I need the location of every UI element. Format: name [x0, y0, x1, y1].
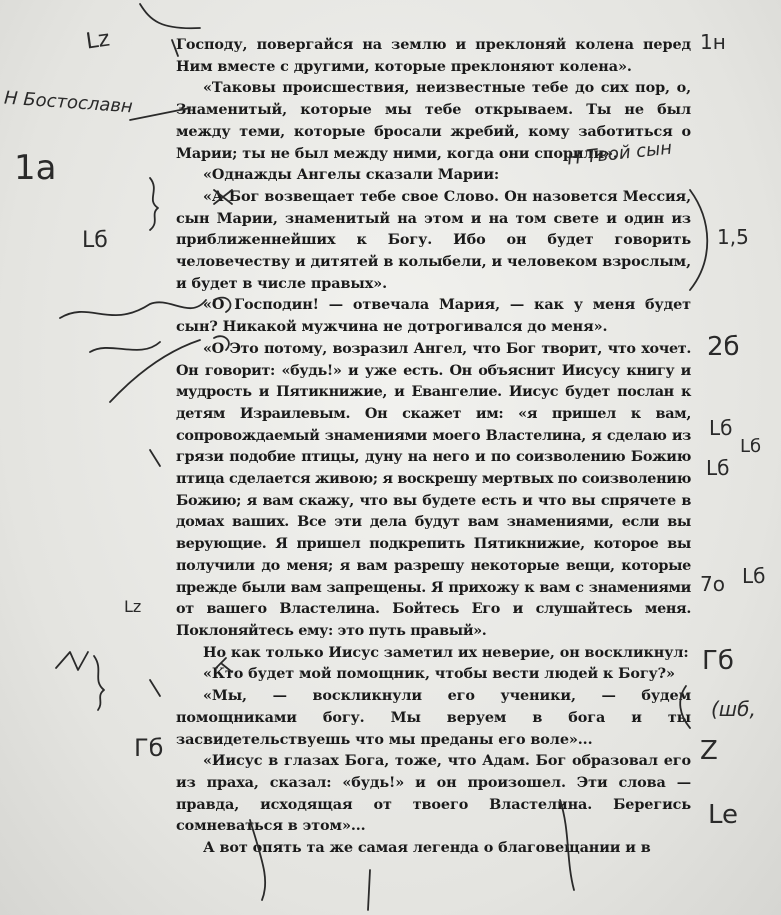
- scribble: [140, 4, 200, 28]
- margin-note: Lz: [84, 26, 112, 55]
- paragraph: А вот опять та же самая легенда о благовещании и в: [203, 839, 651, 857]
- paragraph: «Мы, — воскликнули его ученики, — будем помощниками богу. Мы веруем в бога и ты засвидетельствуешь что мы преданы его воле»...: [176, 687, 691, 748]
- margin-note: Н Твой сын: [566, 137, 673, 170]
- margin-note: Lz: [124, 597, 142, 616]
- scribble: [690, 190, 707, 290]
- scribble: [56, 652, 88, 670]
- margin-note: 1a: [14, 148, 57, 188]
- margin-note: Lб: [742, 564, 766, 588]
- paragraph: Господу, повергайся на землю и преклоняй колена перед Ним вместе с другими, которые преклоняют колена».: [176, 36, 691, 75]
- paragraph: «О Это потому, возразил Ангел, что Бог творит, что хочет. Он говорит: «будь!» и уже есть. Он объяснит Иисусу книгу и мудрость и Пятикнижие, и Евангелие. Иисус будет послан к детям Израилевым. Он скажет им: «я пришел к вам, сопровождаемый знамениями моего Властелина, я сделаю из грязи подобие птицы, дуну на него и по соизволению Божию птица сделается живою; я воскрешу мертвых по соизволению Божию; я вам скажу, что вы будете есть и что вы спрячете в домах ваших. Все эти дела будут вам знамениями, если вы верующие. Я пришел подкрепить Пятикнижие, которое вы получили до меня; я вам разрешу некоторые вещи, которые прежде были вам запрещены. Я прихожу к вам с знамениями от вашего Властелина. Бойтесь Его и слушайтесь меня. Поклоняйтесь ему: это путь правый».: [176, 339, 691, 639]
- paragraph: Но как только Иисус заметил их неверие, он воскликнул:: [203, 643, 689, 661]
- paragraph: «Однажды Ангелы сказали Марии:: [203, 166, 500, 184]
- scribble: [368, 870, 370, 910]
- margin-note: 2б: [707, 332, 740, 362]
- margin-note: Lб: [740, 436, 762, 457]
- margin-note: 7o: [700, 572, 725, 596]
- paragraph: «Иисус в глазах Бога, тоже, что Адам. Бог образовал его из праха, сказал: «будь!» и он произошел. Эти слова — правда, исходящая от твоего Властелина. Берегись сомневаться в этом»...: [176, 752, 691, 835]
- scribble: [150, 680, 160, 696]
- margin-note: Гб: [134, 734, 164, 762]
- paragraph: «Кто будет мой помощник, чтобы вести людей к Богу?»: [203, 665, 675, 683]
- paragraph: «Таковы происшествия, неизвестные тебе до сих пор, о, Знаменитый, которые мы тебе открываем. Ты не был между теми, которые бросали жребий, кому заботиться о Марии; ты не был между ними, когда они спорили».: [176, 79, 691, 162]
- margin-note: Z: [700, 736, 718, 766]
- margin-note: Lб: [709, 416, 733, 440]
- margin-note: Lб: [82, 228, 108, 253]
- scribble: [150, 450, 160, 466]
- scribble: [150, 178, 158, 230]
- margin-note: Le: [708, 800, 739, 830]
- scribble: [90, 342, 160, 352]
- margin-note: (шб,: [711, 697, 756, 721]
- margin-note: Гб: [702, 646, 734, 676]
- scribble: [94, 656, 104, 710]
- margin-note: 1н: [700, 30, 726, 54]
- paragraph: «О Господин! — отвечала Мария, — как у меня будет сын? Никакой мужчина не дотрогивался до меня».: [176, 296, 691, 336]
- margin-note: Н Бостославн: [3, 87, 134, 118]
- margin-note: 1,5: [717, 225, 749, 249]
- margin-note: Lб: [706, 456, 730, 480]
- paragraph: «А Бог возвещает тебе свое Слово. Он назовется Мессия, сын Марии, знаменитый на этом и на том свете и один из приближеннейших к Богу. Ибо он будет говорить человечеству и дитятей в колыбели, и человеком взрослым, и будет в числе правых».: [176, 187, 691, 292]
